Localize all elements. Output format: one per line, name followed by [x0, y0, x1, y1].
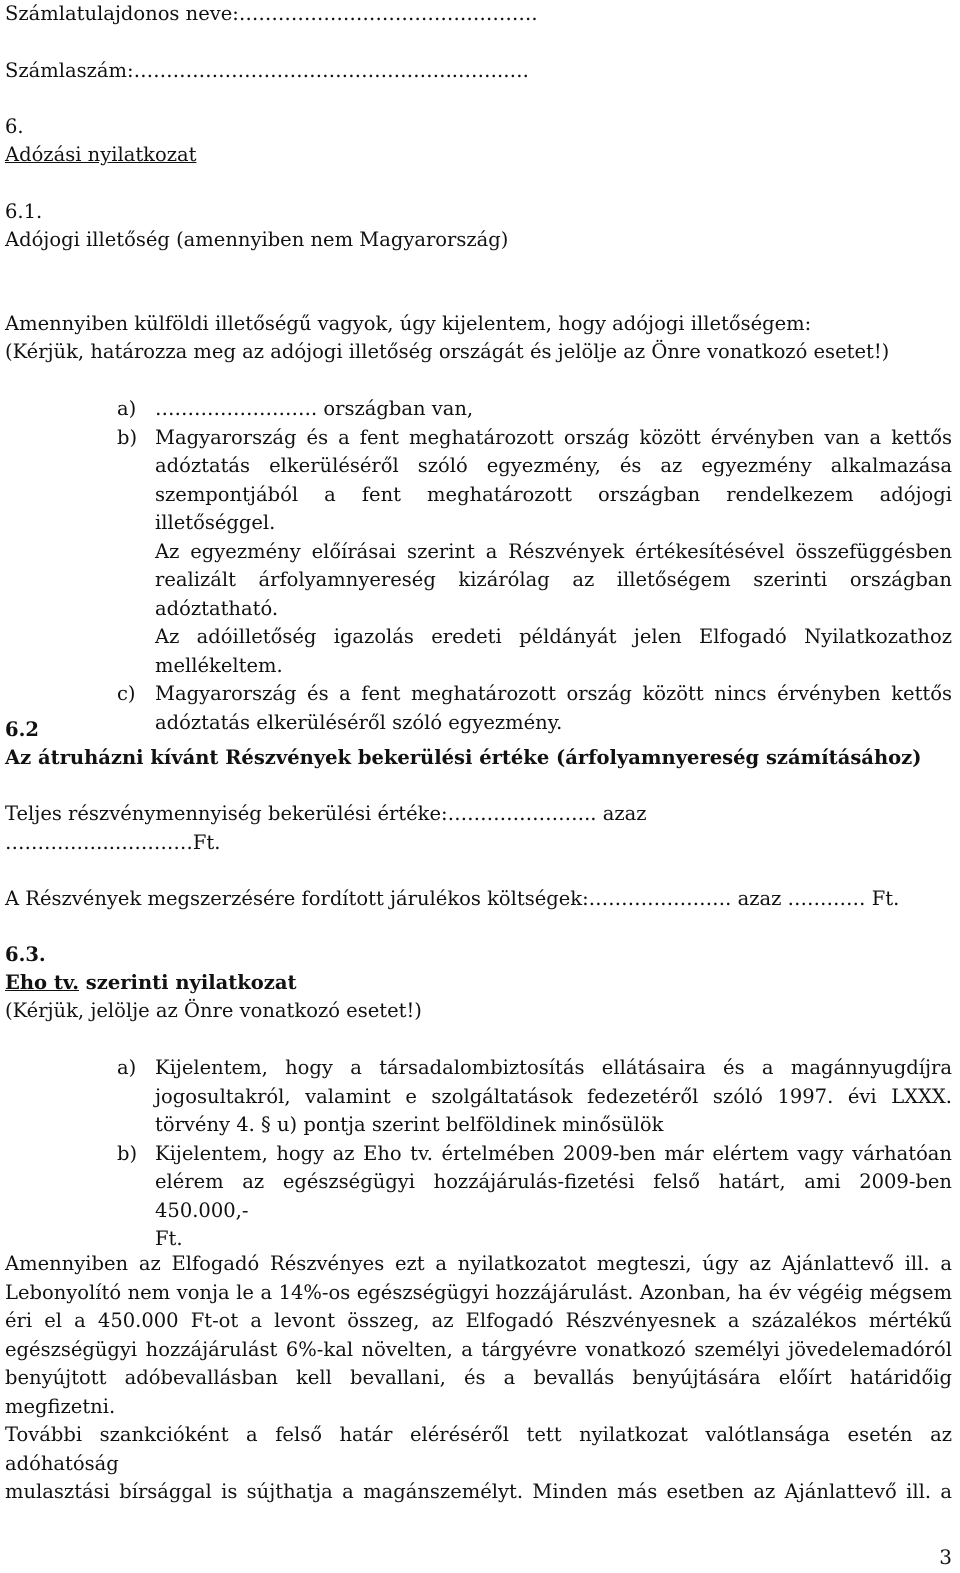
section-6-3-title	[5, 969, 952, 998]
option-text-line: adóztatás elkerüléséről szóló egyezmény, és az egyezmény alkalmazása	[155, 454, 952, 477]
section-6-1-number: 6.1.	[5, 200, 43, 223]
section-6-1-title: Adójogi illetőség (amennyiben nem Magyarország)	[5, 228, 509, 251]
eho-options-list	[117, 1054, 952, 1254]
paragraph-line: További szankcióként a felső határ eléréséről tett nyilatkozat valótlansága esetén az adóhatóság	[5, 1423, 952, 1475]
option-text-line: törvény 4. § u) pontja szerint belföldinek minősülök	[155, 1113, 664, 1136]
paragraph-line: egészségügyi hozzájárulást 6%-kal növelten, a tárgyévre vonatkozó személyi jövedelemadóról	[5, 1337, 952, 1361]
section-6-1-instruction: (Kérjük, határozza meg az adójogi illetőség országát és jelölje az Önre vonatkozó esetet!)	[5, 340, 890, 363]
option-label: c)	[117, 682, 136, 705]
option-label: b)	[117, 425, 138, 449]
option-label: b)	[117, 1141, 138, 1165]
paragraph-line: benyújtott adóbevallásban kell bevallani, és a bevallás benyújtására előírt határidőig megfizetni.	[5, 1366, 952, 1418]
option-text-line: realizált árfolyamnyereség kizárólag az illetőségem szerinti országban adóztatható.	[155, 568, 952, 620]
account-number-line: Számlaszám:…………………………………………..…….….	[5, 59, 529, 82]
total-cost-line: Teljes részvénymennyiség bekerülési értéke:………………….. azaz	[5, 802, 647, 825]
section-6-2-number: 6.2	[5, 718, 39, 741]
total-cost-amount-line: ……………..…………Ft.	[5, 831, 221, 854]
section-6-3-title-rest: szerinti nyilatkozat	[79, 971, 297, 994]
option-text-line: jogosultakról, valamint e szolgáltatások fedezetéről szóló 1997. évi LXXX.	[155, 1084, 952, 1108]
paragraph-line: éri el a 450.000 Ft-ot a levont összeg, az Elfogadó Részvényesnek a százalékos mértékű	[5, 1309, 952, 1332]
page-number: 3	[939, 1545, 952, 1569]
option-text-line: Az adóilletőség igazolás eredeti példányát jelen Elfogadó Nyilatkozathoz	[155, 625, 952, 648]
option-text-line: Kijelentem, hogy a társadalombiztosítás ellátásaira és a magánnyugdíjra	[155, 1056, 952, 1079]
option-text-line: szempontjából a fent meghatározott országban rendelkezem adójogi illetőséggel.	[155, 482, 952, 534]
paragraph-line: mulasztási bírsággal is sújthatja a magánszemélyt. Minden más esetben az Ajánlattevő ill. a	[5, 1480, 952, 1503]
account-owner-line: Számlatulajdonos neve:……………………………………….	[5, 2, 538, 25]
option-label: a)	[117, 397, 137, 420]
option-label: a)	[117, 1056, 137, 1079]
section-6-3-number: 6.3.	[5, 943, 46, 966]
option-text-line: Kijelentem, hogy az Eho tv. értelmében 2009-ben már elértem vagy várhatóan	[155, 1141, 952, 1165]
ancillary-cost-line: A Részvények megszerzésére fordított járulékos költségek:…………………. azaz ………… Ft.	[5, 887, 900, 910]
section-6-2-title: Az átruházni kívánt Részvények bekerülési értéke (árfolyamnyereség számításához)	[5, 746, 922, 769]
section-6-1-intro: Amennyiben külföldi illetőségű vagyok, úgy kijelentem, hogy adójogi illetőségem:	[5, 312, 812, 335]
option-text-line: Ft.	[155, 1227, 183, 1250]
option-text-line: mellékeltem.	[155, 653, 283, 677]
option-text-line: Magyarország és a fent meghatározott ország között nincs érvényben kettős	[155, 682, 952, 705]
paragraph-line: Amennyiben az Elfogadó Részvényes ezt a nyilatkozatot megteszi, úgy az Ajánlattevő ill. a	[5, 1252, 952, 1275]
option-text-line: ……………………. országban van,	[155, 397, 474, 420]
option-text-line: elérem az egészségügyi hozzájárulás-fizetési felső határt, ami 2009-ben 450.000,-	[155, 1170, 952, 1222]
eho-option-b	[117, 1140, 952, 1254]
paragraph-line: Lebonyolító nem vonja le a 14%-os egészségügyi hozzájárulást. Azonban, ha év végéig mégsem	[5, 1280, 952, 1304]
section-6-3-instruction: (Kérjük, jelölje az Önre vonatkozó esetet!)	[5, 999, 422, 1022]
closing-paragraph	[5, 1250, 952, 1507]
residency-option-b	[117, 424, 952, 681]
section-6-number: 6.	[5, 115, 24, 138]
residency-options-list	[117, 395, 952, 737]
section-6-title: Adózási nyilatkozat	[5, 143, 197, 166]
residency-option-a	[117, 395, 952, 424]
option-text-line: Az egyezmény előírásai szerint a Részvények értékesítésével összefüggésben	[155, 539, 952, 563]
option-text-line: adóztatás elkerüléséről szóló egyezmény.	[155, 710, 563, 734]
eho-law-name: Eho tv.	[5, 971, 80, 994]
eho-option-a	[117, 1054, 952, 1140]
option-text-line: Magyarország és a fent meghatározott ország között érvényben van a kettős	[155, 425, 952, 449]
